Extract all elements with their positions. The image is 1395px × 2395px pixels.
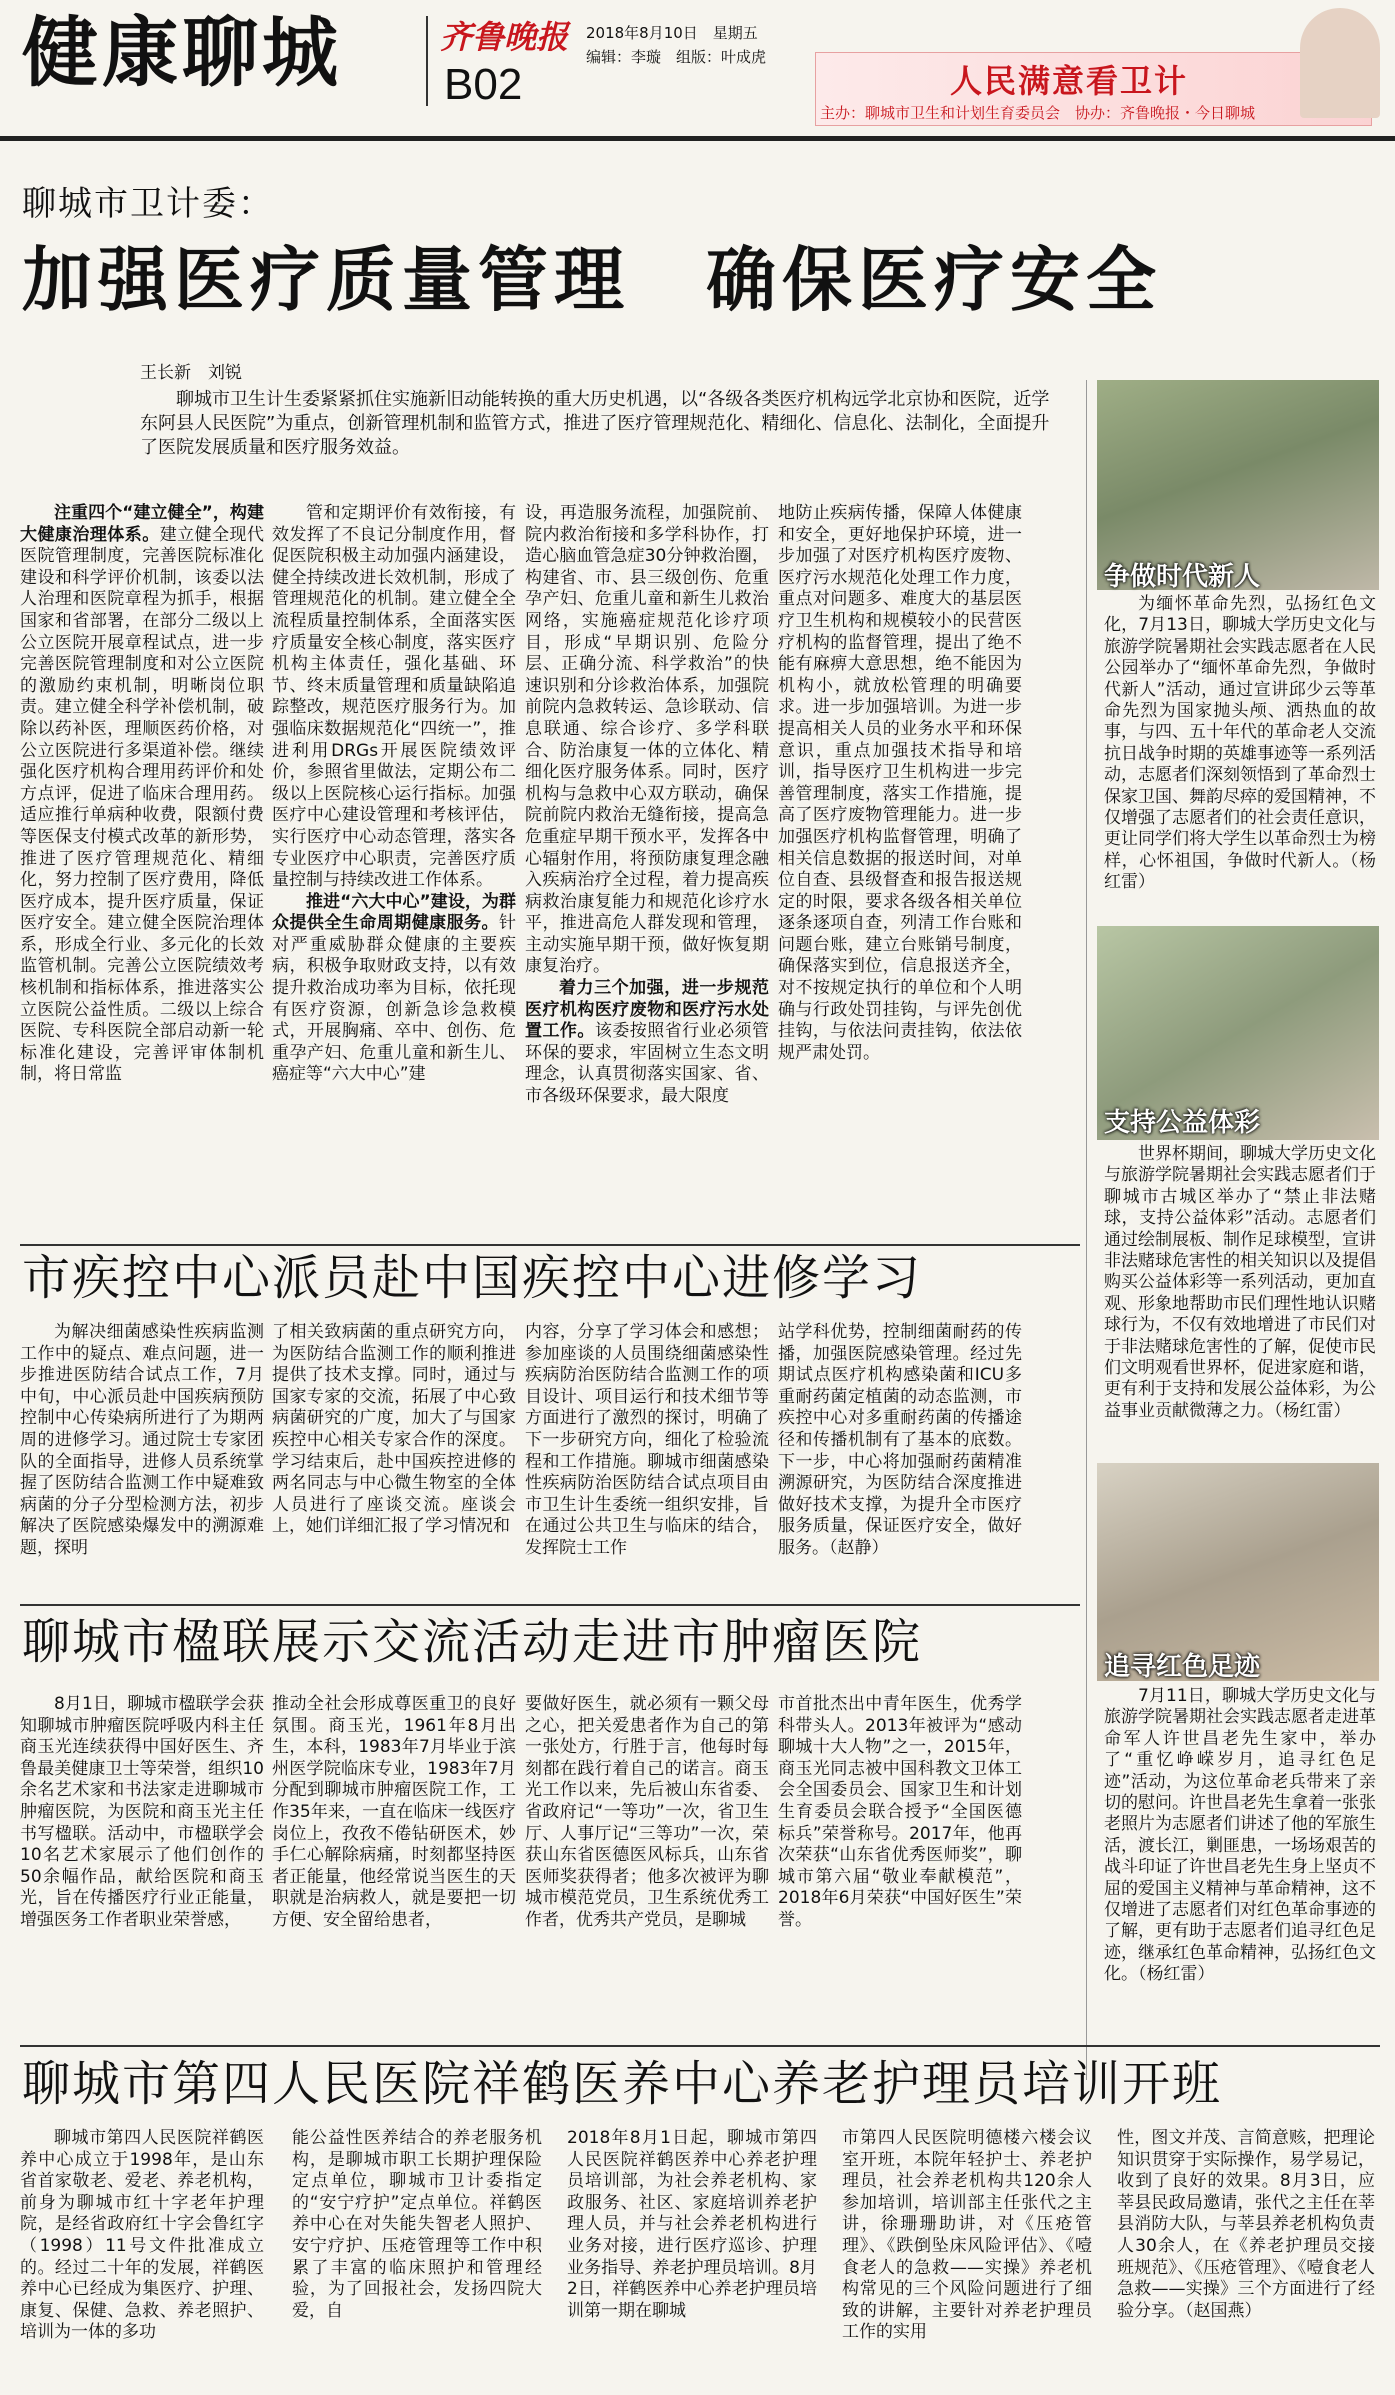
article1-column-2 xyxy=(272,503,516,1243)
column-divider xyxy=(1086,380,1087,2080)
article1-subhead-1: 注重四个“建立健全”，构建大健康治理体系。 xyxy=(20,503,264,545)
header-rule xyxy=(0,136,1395,141)
editor-line: 编辑：李璇 组版：叶成虎 xyxy=(586,48,767,66)
article2-column-2 xyxy=(272,1322,516,1604)
page-number: B02 xyxy=(444,60,523,109)
article1-text: 管和定期评价有效衔接，有效发挥了不良记分制度作用，督促医院积极主动加强内涵建设，健全持续改进长效机制，形成了管理规范化的机制。建立健全全流程质量控制体系，全面落实医疗质量安全核心制度，落实医疗机构主体责任，强化基础、环节、终末质量管理和质量缺陷追踪整改，规范医疗服务行为。加强临床数据规范化“四统一”，推进利用DRGs开展医院绩效评价，参照省里做法，定期公布二级以上医院核心运行指标。加强医疗中心建设管理和考核评估，实行医疗中心动态管理，落实各专业医疗中心职责，完善医疗质量控制与持续改进工作体系。 xyxy=(272,503,516,891)
article1-text: 设，再造服务流程，加强院前、院内救治衔接和多学科协作，打造心脑血管急症30分钟救治圈，构建省、市、县三级创伤、危重孕产妇、危重儿童和新生儿救治网络，实施癌症规范化诊疗项目，形成“早期识别、危险分层、正确分流、科学救治”的快速识别和分诊救治体系，加强院前院内急救转运、急诊联动、信息联通、综合诊疗、多学科联合、防治康复一体的立体化、精细化医疗服务体系。同时，医疗机构与急救中心双方联动，确保院前院内救治无缝衔接，提高急危重症早期干预水平，发挥各中心辐射作用，将预防康复理念融入疾病治疗全过程，着力提高疾病救治康复能力和规范化诊疗水平，推进高危人群发现和管理，主动实施早期干预，做好恢复期康复治疗。 xyxy=(525,503,769,977)
article4-text: 聊城市第四人民医院祥鹤医养中心成立于1998年，是山东省首家敬老、爱老、养老机构，前身为聊城市红十字老年护理院，是经省政府红十字会鲁红字（1998）11号文件批准成立的。经过二十年的发展，祥鹤医养中心已经成为集医疗、护理、康复、保健、急救、养老照护、培训为一体的多功 xyxy=(20,2128,264,2343)
section-rule xyxy=(20,2045,1380,2047)
photo3-caption: 追寻红色足迹 xyxy=(1104,1652,1261,1682)
article1-subhead-2: 推进“六大中心”建设，为群众提供全生命周期健康服务。 xyxy=(272,891,516,934)
banner-subtitle: 主办：聊城市卫生和计划生育委员会 协办：齐鲁晚报・今日聊城 xyxy=(820,104,1256,122)
photo1-caption: 争做时代新人 xyxy=(1104,562,1261,592)
article1-lead: 聊城市卫生计生委紧紧抓住实施新旧动能转换的重大历史机遇，以“各级各类医疗机构远学北京协和医院，近学东阿县人民医院”为重点，创新管理机制和监管方式，推进了医疗管理规范化、精细化、信息化、法制化，全面提升了医院发展质量和医疗服务效益。 xyxy=(140,389,1050,458)
article2-byline: （赵静） xyxy=(829,1537,889,1558)
article2-text: 站学科优势，控制细菌耐药的传播，加强医院感染管理。经过先期试点医疗机构感染菌和ICU多重耐药菌定植菌的动态监测，市疾控中心对多重耐药菌的传播途径和传播机制有了基本的底数。下一步，中心将加强耐药菌精准溯源研究，为医防结合深度推进做好技术支撑，为提升全市医疗服务质量，保证医疗安全，做好服务。 xyxy=(778,1322,1022,1558)
article4-text: 2018年8月1日起，聊城市第四人民医院祥鹤医养中心养老护理员培训部，为社会养老机构、家政服务、社区、家庭培训养老护理人员，并与社会养老机构进行业务对接，进行医疗巡诊、护理业务指导、养老护理员培训。8月2日，祥鹤医养中心养老护理员培训第一期在聊城 xyxy=(567,2128,817,2321)
article4-column-4 xyxy=(842,2128,1092,2383)
banner-portrait-image xyxy=(1300,8,1380,118)
photo1-text: 为缅怀革命先烈，弘扬红色文化，7月13日，聊城大学历史文化与旅游学院暑期社会实践志愿者在人民公园举办了“缅怀革命先烈，争做时代新人”活动，通过宣讲邱少云等革命先烈为国家抛头颅、洒热血的故事，与四、五十年代的革命老人交流抗日战争时期的英雄事迹等一系列活动，志愿者们深刻领悟到了革命烈士保家卫国、舞韵尽瘁的爱国精神，不仅增强了志愿者们的社会责任意识，更让同学们将大学生以革命烈士为榜样，心怀祖国，争做时代新人。（杨红雷） xyxy=(1104,594,1376,893)
banner-title: 人民满意看卫计 xyxy=(950,62,1189,100)
article2-text: 了相关致病菌的重点研究方向，为医防结合监测工作的顺利推进提供了技术支撑。同时，通过与国家专家的交流，拓展了中心致病菌研究的广度，加大了与国家疾控中心相关专家合作的深度。学习结束后，赴中国疾控进修的两名同志与中心微生物室的全体人员进行了座谈交流。座谈会上，她们详细汇报了学习情况和 xyxy=(272,1322,516,1537)
article4-column-3 xyxy=(567,2128,817,2383)
article1-text: 地防止疾病传播，保障人体健康和安全，更好地保护环境，进一步加强了对医疗机构医疗废物、医疗污水规范化处理工作力度，重点对问题多、难度大的基层医疗卫生机构和规模较小的民营医疗机构的监督管理，提出了绝不能有麻痹大意思想，绝不能因为机构小，就放松管理的明确要求。进一步加强培训。为进一步提高相关人员的业务水平和环保意识，重点加强技术指导和培训，指导医疗卫生机构进一步完善管理制度，落实工作措施，提高了医疗废物管理能力。进一步加强医疗机构监督管理，明确了相关信息数据的报送时间，对单位自查、县级督查和报告报送规定的时限，要求各级各相关单位逐条逐项自查，列清工作台账和问题台账，建立台账销号制度，确保落实到位，信息报送齐全，对不按规定执行的单位和个人明确与行政处罚挂钩，与评先创优挂钩，与依法问责挂钩，依法依规严肃处罚。 xyxy=(778,503,1022,1063)
article2-text: 为解决细菌感染性疾病监测工作中的疑点、难点问题，进一步推进医防结合试点工作，7月中旬，中心派员赴中国疾病预防控制中心传染病所进行了为期两周的进修学习。通过院士专家团队的全面指导，进修人员系统掌握了医防结合监测工作中疑难致病菌的分子分型检测方法，初步解决了医院感染爆发中的溯源难题，探明 xyxy=(20,1322,264,1558)
article4-text: 性，图文并茂、言简意赅，把理论知识贯穿于实际操作，易学易记，收到了良好的效果。8月3日，应莘县民政局邀请，张代之主任在莘县消防大队，与莘县养老机构负责人30余人，在《养老护理员交接班规范》、《压疮管理》、《噎食老人急救——实操》三个方面进行了经验分享。 xyxy=(1117,2128,1375,2321)
article4-column-1 xyxy=(20,2128,264,2383)
article1-column-1 xyxy=(20,503,264,1243)
article3-column-3 xyxy=(525,1694,769,2044)
article2-column-4 xyxy=(778,1322,1022,1604)
article1-column-4 xyxy=(778,503,1022,1243)
article1-kicker: 聊城市卫计委： xyxy=(22,184,274,224)
article3-column-4 xyxy=(778,1694,1022,2044)
article2-column-3 xyxy=(525,1322,769,1604)
section-rule xyxy=(20,1604,1080,1606)
article4-column-2 xyxy=(292,2128,542,2383)
newspaper-logo: 齐鲁晚报 xyxy=(440,18,569,56)
article1-text: 该委按照省行业必须管环保的要求，牢固树立生态文明理念，认真贯彻落实国家、省、市各级环保要求，最大限度 xyxy=(525,1021,769,1107)
article1-authors: 王长新 刘锐 xyxy=(140,363,242,383)
article1-text: 针对严重威胁群众健康的主要疾病，积极争取财政支持，以有效提升救治成功率为目标，依托现有医疗资源，创新急诊急救模式，开展胸痛、卒中、创伤、危重孕产妇、危重儿童和新生儿、癌症等“六大中心”建 xyxy=(272,913,516,1085)
section-rule xyxy=(20,1244,1080,1246)
article3-text: 8月1日，聊城市楹联学会获知聊城市肿瘤医院呼吸内科主任商玉光连续获得中国好医生、齐鲁最美健康卫士等荣誉，组织10余名艺术家和书法家走进聊城市肿瘤医院，为医院和商玉光主任书写楹联。活动中，市楹联学会10名艺术家展示了他们创作的50余幅作品，献给医院和商玉光，旨在传播医疗行业正能量，增强医务工作者职业荣誉感， xyxy=(20,1694,264,1930)
section-title: 健康聊城 xyxy=(22,8,342,97)
article3-text: 要做好医生，就必须有一颗父母之心，把关爱患者作为自己的第一张处方，行胜于言，他每时每刻都在践行着自己的诺言。商玉光工作以来，先后被山东省委、省政府记“一等功”一次，省卫生厅、人事厅记“三等功”一次，荣获山东省医德医风标兵，山东省医师奖获得者；他多次被评为聊城市模范党员，卫生系统优秀工作者，优秀共产党员，是聊城 xyxy=(525,1694,769,1930)
article2-text: 内容，分享了学习体会和感想；参加座谈的人员围绕细菌感染性疾病防治医防结合监测工作的项目设计、项目运行和技术细节等方面进行了激烈的探讨，明确了下一步研究方向，细化了检验流程和工作措施。聊城市细菌感染性疾病防治医防结合试点项目由市卫生计生委统一组织安排，旨在通过公共卫生与临床的结合，发挥院士工作 xyxy=(525,1322,769,1558)
header-divider xyxy=(426,16,428,106)
article3-text: 市首批杰出中青年医生，优秀学科带头人。2013年被评为“感动聊城十大人物”之一，2015年，商玉光同志被中国科教文卫体工会全国委员会、国家卫生和计划生育委员会联合授予“全国医德标兵”荣誉称号。2017年，他再次荣获“山东省优秀医师奖”，聊城市第六届“敬业奉献模范”，2018年6月荣获“中国好医生”荣誉。 xyxy=(778,1694,1022,1930)
article1-title: 加强医疗质量管理 确保医疗安全 xyxy=(22,239,1162,321)
article4-text: 市第四人民医院明德楼六楼会议室开班，本院年轻护士、养老护理员，社会养老机构共120余人参加培训，培训部主任张代之主讲，徐珊珊助讲，对《压疮管理》、《跌倒坠床风险评估》、《噎食老人的急救——实操》养老机构常见的三个风险问题进行了细致的讲解，主要针对养老护理员工作的实用 xyxy=(842,2128,1092,2343)
article4-column-5 xyxy=(1117,2128,1375,2383)
article3-title: 聊城市楹联展示交流活动走进市肿瘤医院 xyxy=(22,1614,923,1670)
article4-text: 能公益性医养结合的养老服务机构，是聊城市职工长期护理保险定点单位，聊城市卫计委指定的“安宁疗护”定点单位。祥鹤医养中心在对失能失智老人照护、安宁疗护、压疮管理等工作中积累了丰富的临床照护和管理经验，为了回报社会，发扬四院大爱，自 xyxy=(292,2128,542,2321)
article3-column-1 xyxy=(20,1694,264,2044)
photo3-text: 7月11日，聊城大学历史文化与旅游学院暑期社会实践志愿者走进革命军人许世昌老先生家中，举办了“重忆峥嵘岁月，追寻红色足迹”活动，为这位革命老兵带来了亲切的慰问。许世昌老先生拿着一张张老照片为志愿者们讲述了他的军旅生活，渡长江，剿匪患，一场场艰苦的战斗印证了许世昌老先生身上坚贞不屈的爱国主义精神与革命精神，这不仅增进了志愿者们对红色革命事迹的了解，更有助于志愿者们追寻红色足迹，继承红色革命精神，弘扬红色文化。（杨红雷） xyxy=(1104,1686,1376,1985)
photo2-text: 世界杯期间，聊城大学历史文化与旅游学院暑期社会实践志愿者们于聊城市古城区举办了“禁止非法赌球，支持公益体彩”活动。志愿者们通过绘制展板、制作足球模型，宣讲非法赌球危害性的相关知识以及提倡购买公益体彩等一系列活动，更加直观、形象地帮助市民们理性地认识赌球行为，不仅有效地增进了市民们对于非法赌球危害性的了解，促使市民们文明观看世界杯，促进家庭和谐，更有利于支持和发展公益体彩，为公益事业贡献微薄之力。（杨红雷） xyxy=(1104,1144,1376,1421)
article2-column-1 xyxy=(20,1322,264,1604)
article2-title: 市疾控中心派员赴中国疾控中心进修学习 xyxy=(22,1250,923,1306)
article4-byline: （赵国燕） xyxy=(1185,2300,1262,2321)
article1-subhead-3: 着力三个加强，进一步规范医疗机构医疗废物和医疗污水处置工作。 xyxy=(525,978,769,1042)
article4-title: 聊城市第四人民医院祥鹤医养中心养老护理员培训开班 xyxy=(22,2056,1223,2112)
article3-text: 推动全社会形成尊医重卫的良好氛围。商玉光，1961年8月出生，本科，1983年7月毕业于滨州医学院临床专业，1983年7月分配到聊城市肿瘤医院工作，工作35年来，一直在临床一线医疗岗位上，孜孜不倦钻研医术，妙手仁心解除病痛，时刻都坚持医者正能量，他经常说当医生的天职就是治病救人，就是要把一切方便、安全留给患者， xyxy=(272,1694,516,1930)
date-line: 2018年8月10日 星期五 xyxy=(586,24,758,42)
article3-column-2 xyxy=(272,1694,516,2044)
article1-text: 建立健全现代医院管理制度，完善医院标准化建设和科学评价机制，该委以法人治理和医院章程为抓手，根据国家和省部署，在部分二级以上公立医院开展章程试点，进一步完善医院管理制度和对公立医院的激励约束机制，明晰岗位职责。建立健全科学补偿机制，破除以药补医，理顺医药价格，对公立医院进行多渠道补偿。继续强化医疗机构合理用药评价和处方点评，促进了临床合理用药。适应推行单病种收费，限额付费等医保支付模式改革的新形势，推进了医疗管理规范化、精细化，努力控制了医疗费用，降低医疗成本，提升医疗质量，保证医疗安全。建立健全医院治理体系，形成全行业、多元化的长效监管机制。完善公立医院绩效考核机制和指标体系，推进落实公立医院公益性质。二级以上综合医院、专科医院全部启动新一轮标准化建设，完善评审体制机制，将日常监 xyxy=(20,524,264,1085)
article1-column-3 xyxy=(525,503,769,1243)
photo2-caption: 支持公益体彩 xyxy=(1104,1108,1261,1138)
